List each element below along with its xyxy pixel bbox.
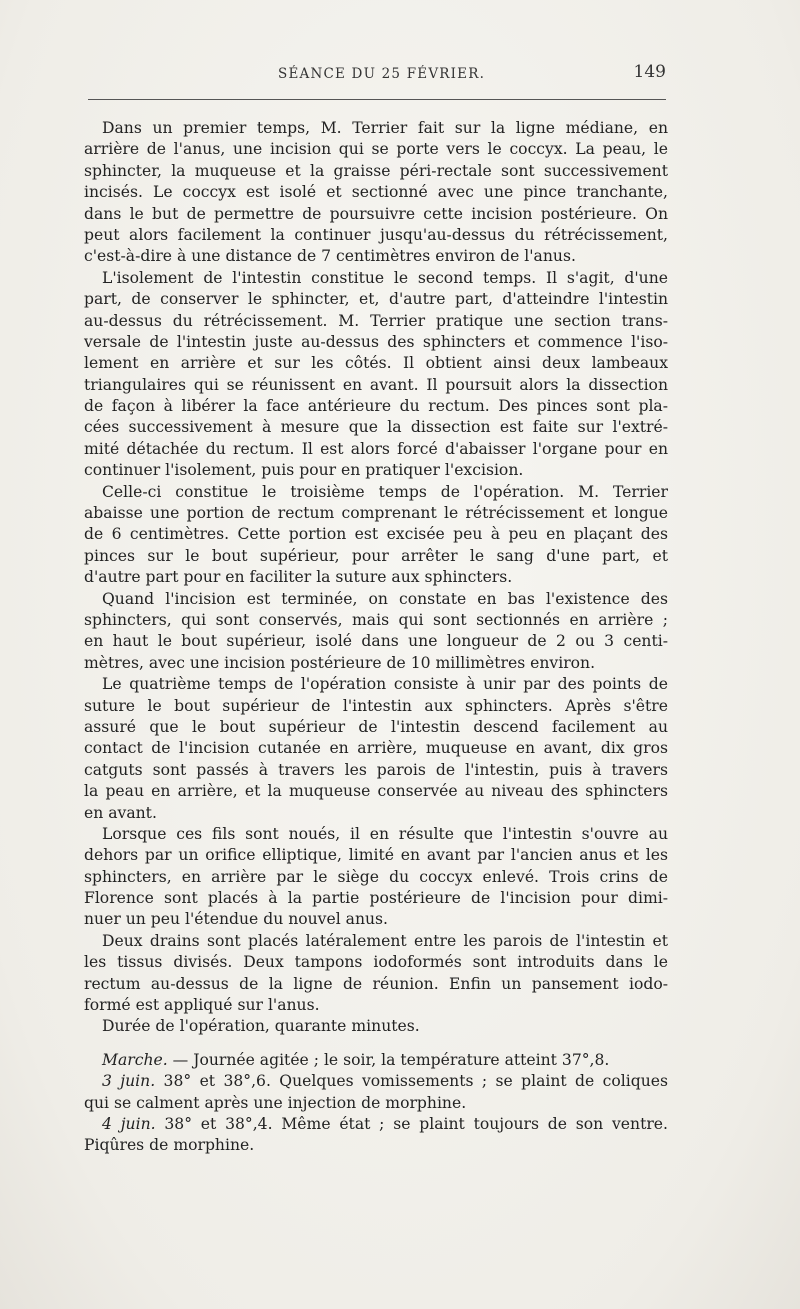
note-line: Piqûres de morphine. [84,1136,255,1155]
text-line: pinces sur le bout supérieur, pour arrêter le sang d'une part, et [84,546,668,565]
text-line: la peau en arrière, et la muqueuse conservée au niveau des sphincters [84,782,668,801]
text-line: suture le bout supérieur de l'intestin aux sphincters. Après s'être [84,696,668,715]
text-line: sphincters, qui sont conservés, mais qui sont sectionnés en arrière ; [84,610,668,629]
note-label: 4 juin. [102,1114,156,1133]
note-text: 38° et 38°,4. Même état ; se plaint toujours de son ventre. [155,1114,668,1133]
note-label: 3 juin. [102,1072,156,1091]
clinical-note [84,1114,668,1157]
text-line: formé est appliqué sur l'anus. [84,996,320,1015]
clinical-note [84,1071,668,1114]
text-line: contact de l'incision cutanée en arrière, muqueuse en avant, dix gros [84,739,668,758]
text-line: incisés. Le coccyx est isolé et sectionné avec une pince tranchante, [84,183,668,202]
text-line: Lorsque ces fils sont noués, il en résulte que l'intestin s'ouvre au [102,824,668,843]
text-line: Durée de l'opération, quarante minutes. [102,1017,420,1036]
note-text: 38° et 38°,6. Quelques vomissements ; se plaint de coliques [155,1072,668,1091]
paragraph [84,482,668,589]
text-line: triangulaires qui se réunissent en avant. Il poursuit alors la dissection [84,375,668,394]
text-line: Dans un premier temps, M. Terrier fait sur la ligne médiane, en [102,119,668,137]
text-line: sphincters, en arrière par le siège du coccyx enlevé. Trois crins de [84,867,668,886]
paragraph [84,674,668,824]
page-header [88,62,666,86]
text-line: au-dessus du rétrécissement. M. Terrier pratique une section trans- [84,311,668,330]
text-line: cées successivement à mesure que la dissection est faite sur l'extré- [84,418,668,437]
page-number: 149 [633,62,666,82]
running-head: SÉANCE DU 25 FÉVRIER. [278,66,486,82]
section-gap [84,1038,668,1050]
clinical-note [84,1050,668,1071]
text-line: Quand l'incision est terminée, on constate en bas l'existence des [102,589,668,608]
text-line: Florence sont placés à la partie postérieure de l'incision pour dimi- [84,889,668,908]
text-line: mètres, avec une incision postérieure de 10 millimètres environ. [84,653,596,672]
text-line: dans le but de permettre de poursuivre cette incision postérieure. On [84,204,668,223]
paragraph [84,931,668,1017]
text-line: continuer l'isolement, puis pour en pratiquer l'excision. [84,461,524,480]
paragraph [84,118,668,268]
text-line: c'est-à-dire à une distance de 7 centimètres environ de l'anus. [84,247,576,266]
text-line: les tissus divisés. Deux tampons iodoformés sont introduits dans le [84,953,668,972]
text-line: d'autre part pour en faciliter la suture aux sphincters. [84,568,513,587]
text-line: nuer un peu l'étendue du nouvel anus. [84,910,389,929]
note-label: Marche. [102,1050,168,1069]
body-text [84,118,668,1157]
note-line [84,1114,668,1135]
text-line: en avant. [84,803,157,822]
text-line: en haut le bout supérieur, isolé dans une longueur de 2 ou 3 centi- [84,632,668,651]
text-line: catguts sont passés à travers les parois de l'intestin, puis à travers [84,760,668,779]
text-line: Celle-ci constitue le troisième temps de l'opération. M. Terrier [102,482,668,501]
text-line: assuré que le bout supérieur de l'intestin descend facilement au [84,717,668,736]
text-line: peut alors facilement la continuer jusqu'au-dessus du rétrécissement, [84,225,668,244]
note-line [84,1071,668,1092]
paragraph [84,589,668,675]
text-line: de façon à libérer la face antérieure du rectum. Des pinces sont pla- [84,397,668,416]
text-line: sphincter, la muqueuse et la graisse péri-rectale sont successivement [84,161,668,180]
paragraph [84,824,668,931]
text-line: mité détachée du rectum. Il est alors forcé d'abaisser l'organe pour en [84,439,668,458]
note-text: — Journée agitée ; le soir, la température atteint 37°,8. [167,1050,610,1069]
text-line: de 6 centimètres. Cette portion est excisée peu à peu en plaçant des [84,525,668,544]
note-line: qui se calment après une injection de morphine. [84,1093,467,1112]
text-line: Le quatrième temps de l'opération consiste à unir par des points de [102,675,668,694]
paragraph [84,268,668,482]
text-line: abaisse une portion de rectum comprenant le rétrécissement et longue [84,504,668,523]
text-line: lement en arrière et sur les côtés. Il obtient ainsi deux lambeaux [84,354,668,373]
text-line: Deux drains sont placés latéralement entre les parois de l'intestin et [102,931,668,950]
text-line: versale de l'intestin juste au-dessus des sphincters et commence l'iso- [84,332,668,351]
text-line: dehors par un orifice elliptique, limité en avant par l'ancien anus et les [84,846,668,865]
text-line: arrière de l'anus, une incision qui se porte vers le coccyx. La peau, le [84,140,668,159]
note-line [84,1050,668,1071]
text-line: L'isolement de l'intestin constitue le second temps. Il s'agit, d'une [102,268,668,287]
text-line: part, de conserver le sphincter, et, d'autre part, d'atteindre l'intestin [84,290,668,309]
header-rule [88,99,666,100]
text-line: rectum au-dessus de la ligne de réunion. Enfin un pansement iodo- [84,974,668,993]
paragraph [84,1016,668,1037]
